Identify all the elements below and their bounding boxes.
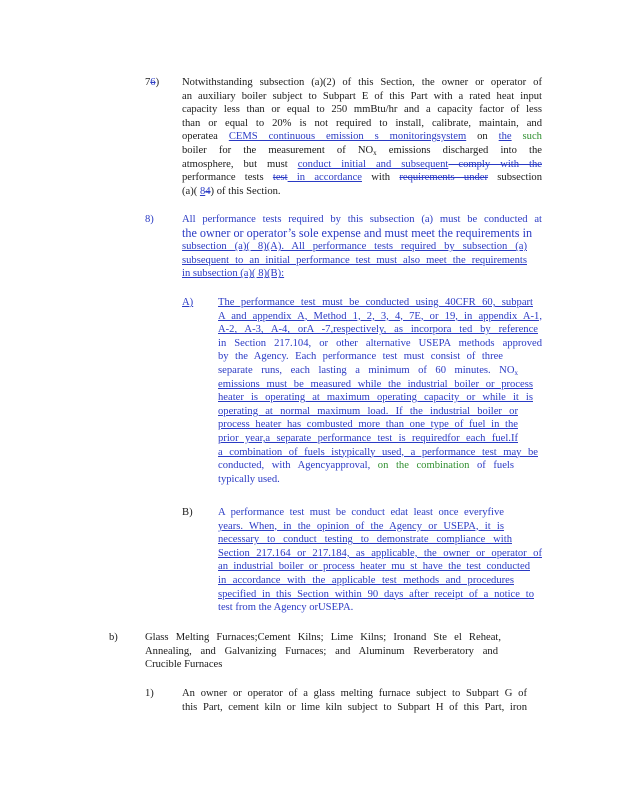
text-line: The performance test must be conducted using 40CFR 60, subpart — [218, 297, 533, 308]
text-line: operating at normal maximum load. If the industrial boiler or — [218, 405, 518, 417]
text-line: atmosphere, but must conduct initial and subsequent comply with the — [182, 158, 542, 170]
text-line: typically used. — [218, 473, 280, 485]
text-line: Crucible Furnaces — [145, 659, 223, 671]
text-line: Annealing, and Galvanizing Furnaces; and Aluminum Reverberatory and — [145, 645, 498, 657]
inserted-text: the — [498, 131, 512, 143]
text-line: test from the Agency orUSEPA. — [218, 602, 354, 614]
text-line: capacity less than or equal to 250 mmBtu/hr and a capacity factor of less — [182, 104, 542, 116]
text-line: boiler for the measurement of $NO_x$ emissions discharged into the — [182, 144, 542, 157]
text-line: by the Agency. Each performance test must consist of three — [218, 351, 503, 363]
text-line: (a)( 84) of this Section. — [182, 185, 281, 197]
text-line: the owner or operator’s sole expense and must meet the requirements in — [182, 225, 533, 240]
paragraph-number: B) — [182, 507, 193, 518]
moved-text: such — [511, 131, 542, 143]
moved-text: on the combination — [377, 460, 470, 472]
text-line: subsequent to an initial performance test must also meet the requirements — [182, 254, 527, 266]
inserted-text: CEMS continuous emission s monitoringsystem — [228, 131, 467, 143]
text-line: specified in this Section within 90 days after receipt of a notice to — [218, 588, 534, 600]
text-line: in Section 217.104, or other alternative USEPA methods approved — [218, 337, 542, 349]
text-line: Glass Melting Furnaces;Cement Kilns; Lime Kilns; Ironand Ste el Reheat, — [145, 632, 501, 643]
text-line: years. When, in the opinion of the Agency or USEPA, it is — [218, 520, 504, 532]
deleted-text: 4 — [205, 185, 211, 197]
text-line: an industrial boiler or process heater mu st have the test conducted — [218, 561, 530, 573]
paragraph-number: b) — [109, 632, 118, 643]
inserted-text: conduct initial and subsequent — [297, 158, 449, 170]
paragraph-body — [182, 213, 542, 281]
inserted-text: in accordance — [287, 172, 362, 184]
text-line: conducted, with Agencyapproval, on the combination of fuels — [218, 460, 514, 472]
text-line: separate runs, each lasting a minimum of 60 minutes. $NO_x$ — [218, 364, 518, 377]
text-line: subsection (a)( 8)(A). All performance tests required by subsection (a) — [182, 241, 527, 253]
paragraph-number: 1) — [145, 688, 154, 699]
paragraph-number: A) — [182, 297, 194, 308]
text-line: Section 217.164 or 217.184, as applicable, the owner or operator of — [218, 547, 542, 559]
text-line: this Part, cement kiln or lime kiln subject to Subpart H of this Part, iron — [182, 701, 527, 713]
text-line: a combination of fuels istypically used, a performance test may be — [218, 446, 538, 458]
text-line: prior year,a separate performance test is requiredfor each fuel.If — [218, 432, 518, 444]
text-line: emissions must be measured while the industrial boiler or process — [218, 378, 533, 390]
text-line: Notwithstanding subsection (a)(2) of this Section, the owner or operator of — [182, 77, 542, 88]
text-line: A-2, A-3, A-4, orA -7,respectively, as incorpora ted by reference — [218, 324, 538, 336]
text-line: heater is operating at maximum operating capacity or while it is — [218, 392, 533, 404]
text-line: necessary to conduct testing to demonstrate compliance with — [218, 534, 512, 546]
paragraph-body — [182, 687, 527, 714]
text-line: All performance tests required by this subsection (a) must be conducted at — [182, 214, 542, 225]
text-line: in subsection (a)( 8)(B): — [182, 268, 285, 280]
text-line: process heater has combusted more than one type of fuel in the — [218, 419, 518, 431]
deleted-text: comply with the — [448, 158, 542, 170]
text-line: A and appendix A, Method 1, 2, 3, 4, 7E, or 19, in appendix A-1, — [218, 310, 542, 322]
paragraph-body — [218, 506, 542, 615]
text-line: A performance test must be conduct edat least once everyfive — [218, 507, 504, 518]
paragraph-body — [182, 76, 542, 198]
text-line: an auxiliary boiler subject to Subpart E of this Part with a rated heat input — [182, 90, 542, 102]
paragraph-number: 76) — [145, 77, 160, 88]
inserted-text: 8 — [199, 185, 206, 197]
text-line: performance tests test in accordance with requirements under subsection — [182, 172, 543, 184]
text-line: in accordance with the applicable test methods and procedures — [218, 574, 514, 586]
text-line: An owner or operator of a glass melting furnace subject to Subpart G of — [182, 688, 527, 699]
paragraph-body — [218, 296, 542, 486]
paragraph-body — [145, 631, 505, 672]
deleted-text: test — [272, 172, 288, 184]
deleted-text: requirements under — [399, 172, 489, 184]
text-line: operatea CEMS continuous emission s monitoringsystem on the such — [182, 131, 542, 143]
text-line: than or equal to 20% is not required to install, calibrate, maintain, and — [182, 117, 542, 129]
paragraph-number: 8) — [145, 214, 154, 225]
